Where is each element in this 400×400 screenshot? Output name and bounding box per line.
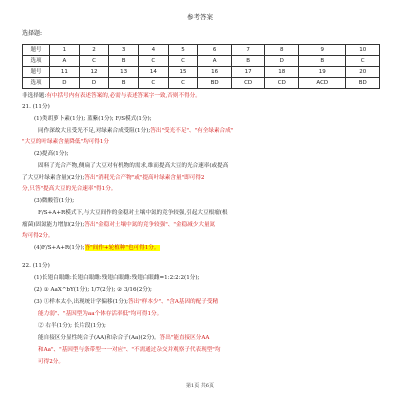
q21-part2-reason-cont — [22, 175, 204, 182]
table-cell: A — [198, 56, 231, 67]
highlighted-note: 答"间作+轮植种"也可得1分。 — [84, 245, 160, 251]
q22-part3 — [34, 299, 218, 306]
table-cell: 5 — [168, 45, 198, 56]
table-cell: CD — [231, 78, 265, 89]
q21-part2: (2)提高(1分); — [34, 151, 69, 157]
table-cell: 11 — [50, 67, 80, 78]
table-cell: C — [168, 56, 198, 67]
table-cell: D — [50, 78, 80, 89]
table-cell: BD — [198, 78, 231, 89]
table-cell: C — [346, 56, 380, 67]
table-cell: 1 — [50, 45, 80, 56]
answer-text: (3) ①样本太小,出现统计学偏移(1分); — [34, 299, 129, 305]
table-cell: 10 — [346, 45, 380, 56]
note-line — [22, 93, 201, 100]
table-cell: B — [231, 56, 265, 67]
q21-part3-reason: F/S+A+R模式下,与大豆间作的金稳对土壤中氮的竞争较强,引起大豆根瘤(根 — [38, 210, 228, 216]
page-title: 参考答案 — [187, 13, 213, 21]
q21-part2-reason: 固料了光合产物,侧扁了大豆对有机物的需求,维而提高大豆的光合速率(或提高 — [38, 163, 229, 169]
scoring-note: 答出"金稳对土壤中氮的竞争较强"、"金稳减少大量氮 — [84, 222, 216, 228]
table-cell: D — [265, 56, 299, 67]
table-cell: 选项 — [23, 78, 50, 89]
q21-part3-note — [22, 233, 54, 240]
table-cell: 14 — [139, 67, 169, 78]
question-22-heading: 22. (11分) — [22, 263, 50, 269]
table-row — [23, 78, 380, 89]
table-cell: 18 — [265, 67, 299, 78]
scoring-note: 答出"消耗光合产物"或"提高叶绿素含量"即可得2 — [84, 175, 205, 181]
table-cell: 8 — [265, 45, 299, 56]
q21-part4 — [34, 245, 160, 252]
table-cell: 19 — [299, 67, 346, 78]
table-cell: B — [299, 56, 346, 67]
q21-part1: (1)类胡萝卜素(1分); 蓝紫(1分); F/S模式(1分); — [34, 116, 152, 122]
table-cell: 16 — [198, 67, 231, 78]
table-cell: 6 — [198, 45, 231, 56]
table-cell: B — [109, 78, 139, 89]
reason-text: 同作深故大且受光不足,对绿素合成受阻(1分); — [38, 128, 151, 134]
reason-text: 瘤菌)固氮能力增加(2分); — [22, 222, 85, 228]
q21-part1-reason — [38, 128, 233, 135]
scoring-note: 能力弱"、"基因型为aa个体存活率低"均可得1分。 — [38, 311, 163, 317]
q22-part1: (1)长翅白眼雌:长翅白眼雌:残翅白眼雌:残翅白眼雌=1:2:2:2(1分); — [34, 275, 200, 281]
table-cell: C — [79, 56, 109, 67]
table-cell: 2 — [79, 45, 109, 56]
q21-part3: (3)微酸管(1分); — [34, 198, 75, 204]
note-text: 有中括号内有表述答案的,必需与表述答案字一致,否则不得分。 — [46, 93, 201, 99]
q22-part3-note2 — [38, 347, 220, 354]
table-cell: 13 — [109, 67, 139, 78]
table-row — [23, 45, 380, 56]
answer-text: (4)F/S+A+R(1分); — [34, 245, 85, 251]
reason-text: 能自接区分显性纯合子(AA)和杂合子(Aa)(2分)。 — [38, 335, 160, 341]
table-cell: 选项 — [23, 56, 50, 67]
scoring-note: 可得2分。 — [38, 359, 64, 365]
q21-part2-note — [22, 186, 116, 193]
table-cell: C — [168, 78, 198, 89]
table-cell: 9 — [299, 45, 346, 56]
q21-part1-note — [22, 139, 109, 146]
scoring-note: "大豆的叶绿素含量降低"均可得1分 — [22, 139, 110, 145]
q22-part3-note3 — [38, 359, 64, 366]
table-cell: C — [139, 56, 169, 67]
question-21-heading: 21. (11分) — [22, 104, 50, 110]
table-cell: A — [50, 56, 80, 67]
table-cell: 7 — [231, 45, 265, 56]
table-cell: 题号 — [23, 67, 50, 78]
q22-part3-sub2: ② 右半(1分); 长片段(1分); — [38, 323, 106, 329]
table-row — [23, 56, 380, 67]
q22-part3-note — [38, 311, 162, 318]
reason-text: 了大豆叶绿素含量)(2分); — [22, 175, 85, 181]
answer-table — [22, 44, 380, 89]
q22-part3-reason — [38, 335, 209, 342]
scoring-note: 答出"能直接区分AA — [159, 335, 210, 341]
table-cell: D — [79, 78, 109, 89]
table-cell: 17 — [231, 67, 265, 78]
section-label: 选择题: — [22, 30, 43, 37]
page-footer: 第1页 共6页 — [186, 383, 214, 389]
scoring-note: 答出"受光不足"、"有全绿素合成" — [150, 128, 234, 134]
table-cell: 12 — [79, 67, 109, 78]
table-cell: 20 — [346, 67, 380, 78]
table-cell: CD — [265, 78, 299, 89]
table-cell: 4 — [139, 45, 169, 56]
q22-part2: (2) ① AaX^bY(1分); 1/7(2分); ② 3/16(2分); — [34, 287, 152, 293]
table-cell: 3 — [109, 45, 139, 56]
scoring-note: 均可得2分。 — [22, 233, 54, 239]
table-cell: C — [139, 78, 169, 89]
table-cell: B — [109, 56, 139, 67]
scoring-note: 分,只答"提高大豆的光合速率"得1分。 — [22, 186, 117, 192]
table-cell: 15 — [168, 67, 198, 78]
scoring-note: 答出"样本少"、"含A基因的配子受精 — [128, 299, 219, 305]
scoring-note: 和Aa"、"基因型与条带型一一对应"、"不需通过杂交并观察子代表现型"均 — [38, 347, 221, 353]
table-row — [23, 67, 380, 78]
q21-part3-reason-cont — [22, 222, 215, 229]
table-cell: BD — [346, 78, 380, 89]
note-label: 非选择题: — [22, 93, 47, 99]
table-cell: ACD — [299, 78, 346, 89]
table-cell: 题号 — [23, 45, 50, 56]
